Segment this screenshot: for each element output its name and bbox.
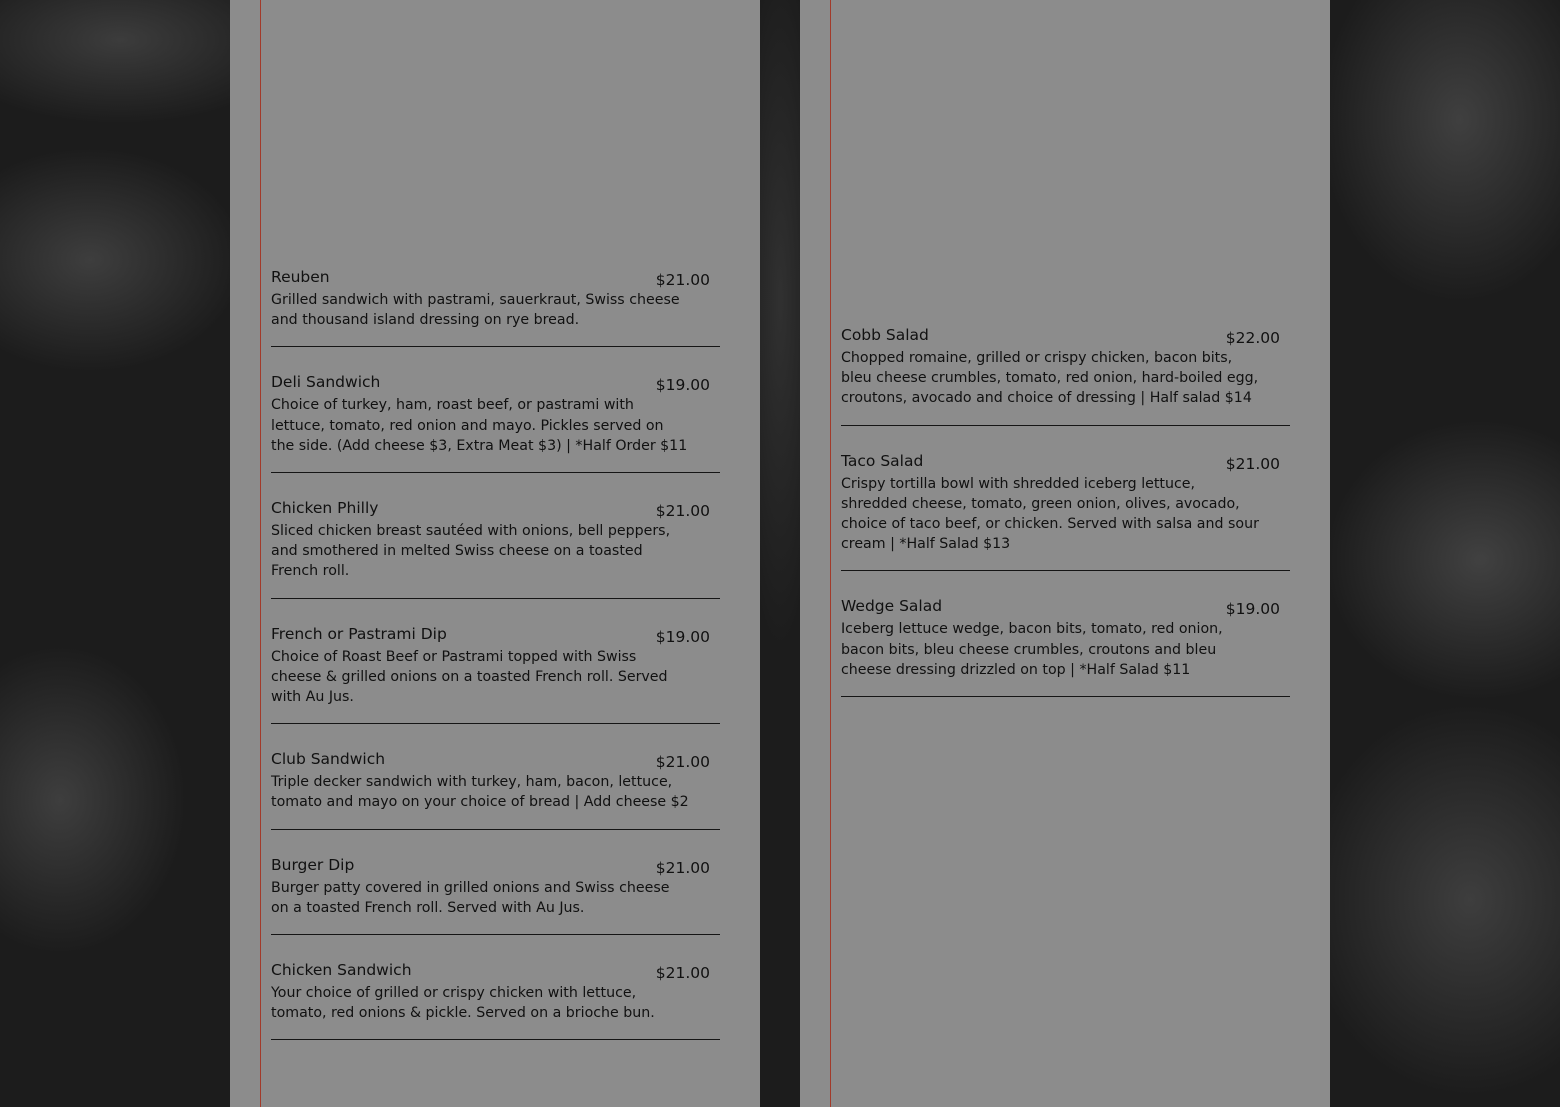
item-price: $21.00 [655, 753, 710, 772]
item-price: $22.00 [1225, 329, 1280, 347]
item-price: $21.00 [655, 271, 710, 289]
menu-item-reuben [271, 258, 720, 347]
item-description: Iceberg lettuce wedge, bacon bits, tomato, red onion, bacon bits, bleu cheese crumbles, croutons and bleu cheese dressing drizzled on top | *Half Salad $11 [841, 621, 1223, 678]
menu-item-french-dip [271, 615, 720, 725]
item-name: Burger Dip [271, 855, 355, 874]
salad-menu-panel [800, 0, 1330, 1107]
menu-item-wedge-salad [841, 587, 1290, 697]
item-description: Triple decker sandwich with turkey, ham, bacon, lettuce, tomato and mayo on your choice of bread | Add cheese $2 [271, 774, 689, 811]
sandwich-menu-panel [230, 0, 760, 1107]
menu-item-chicken-philly [271, 489, 720, 599]
item-price: $21.00 [655, 858, 710, 877]
menu-item-taco-salad [841, 442, 1290, 572]
item-name: French or Pastrami Dip [271, 624, 447, 643]
item-name: Cobb Salad [841, 326, 929, 344]
item-name: Chicken Sandwich [271, 961, 412, 980]
salad-list [841, 316, 1290, 713]
item-price: $21.00 [1225, 454, 1280, 473]
item-description: Your choice of grilled or crispy chicken with lettuce, tomato, red onions & pickle. Served on a brioche bun. [271, 985, 655, 1022]
item-description: Crispy tortilla bowl with shredded iceberg lettuce, shredded cheese, tomato, green onion, olives, avocado, choice of taco beef, or chicken. Served with salsa and sour cream | *Half Salad $13 [841, 475, 1259, 553]
item-name: Reuben [271, 268, 330, 286]
menu-item-deli-sandwich [271, 363, 720, 473]
menu-item-burger-dip [271, 846, 720, 935]
item-description: Choice of turkey, ham, roast beef, or pastrami with lettuce, tomato, red onion and mayo. Pickles served on the side. (Add cheese $3, Extra Meat $3) | *Half Order $11 [271, 397, 688, 454]
item-price: $19.00 [655, 376, 710, 395]
item-description: Chopped romaine, grilled or crispy chicken, bacon bits, bleu cheese crumbles, tomato, red onion, hard-boiled egg, croutons, avocado and choice of dressing | Half salad $14 [841, 350, 1259, 407]
item-price: $21.00 [655, 502, 710, 521]
sandwich-list [271, 258, 720, 1056]
panel-accent-rule [260, 0, 261, 1107]
item-description: Choice of Roast Beef or Pastrami topped with Swiss cheese & grilled onions on a toasted French roll. Served with Au Jus. [271, 648, 668, 706]
panel-accent-rule [830, 0, 831, 1107]
item-price: $19.00 [655, 627, 710, 646]
item-description: Sliced chicken breast sautéed with onions, bell peppers, and smothered in melted Swiss cheese on a toasted French roll. [271, 523, 671, 580]
item-price: $21.00 [655, 964, 710, 983]
item-name: Club Sandwich [271, 750, 386, 769]
item-description: Grilled sandwich with pastrami, sauerkraut, Swiss cheese and thousand island dressing on rye bread. [271, 292, 680, 329]
item-name: Deli Sandwich [271, 373, 381, 392]
item-price: $19.00 [1225, 600, 1280, 619]
item-name: Wedge Salad [841, 597, 943, 616]
item-name: Chicken Philly [271, 499, 379, 518]
menu-item-club-sandwich [271, 740, 720, 829]
item-name: Taco Salad [841, 451, 924, 470]
menu-item-chicken-sandwich [271, 951, 720, 1040]
menu-item-cobb-salad [841, 316, 1290, 426]
item-description: Burger patty covered in grilled onions and Swiss cheese on a toasted French roll. Served with Au Jus. [271, 879, 670, 916]
